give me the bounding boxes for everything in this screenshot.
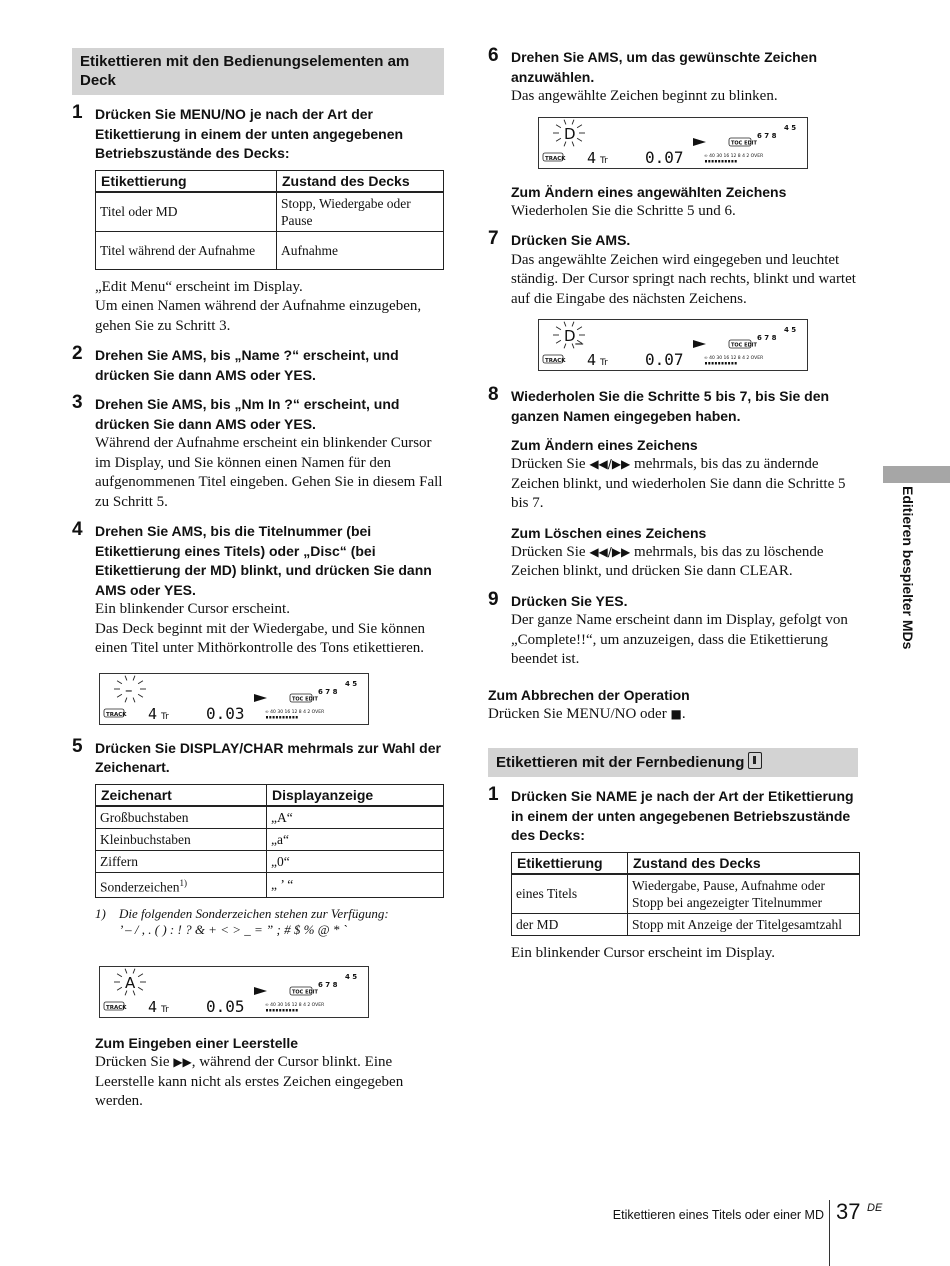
level-meter-segment bbox=[728, 160, 730, 163]
table-row bbox=[96, 806, 444, 829]
blink-ray bbox=[117, 680, 122, 683]
table-cell-text: Sonderzeichen bbox=[100, 879, 180, 894]
step-heading: Drücken Sie YES. bbox=[511, 592, 628, 609]
level-meter-segment bbox=[712, 362, 714, 365]
body-text bbox=[511, 455, 860, 514]
level-meter-segment bbox=[705, 160, 707, 163]
level-meter-scale: ∞ 40 30 16 12 8 4 2 OVER bbox=[704, 153, 764, 159]
labeling-state-table bbox=[95, 170, 444, 270]
lcd-graphic bbox=[539, 118, 807, 168]
level-meter-segment bbox=[296, 716, 298, 719]
blink-ray bbox=[564, 322, 566, 327]
level-meter-segment bbox=[276, 1009, 278, 1012]
step-number: 2 bbox=[72, 343, 83, 364]
side-tab-text: Editieren bespielter MDs bbox=[900, 486, 916, 650]
level-meter-scale: ∞ 40 30 16 12 8 4 2 OVER bbox=[265, 709, 325, 715]
step-body: Ein blinkender Cursor erscheint. bbox=[95, 601, 290, 617]
rewind-forward-icon: ◀◀/▶▶ bbox=[589, 457, 631, 471]
step-number: 8 bbox=[488, 384, 499, 405]
play-icon bbox=[254, 987, 267, 995]
blink-ray bbox=[117, 987, 122, 990]
digits-label: 6 7 8 bbox=[757, 131, 777, 140]
lcd-display bbox=[538, 319, 808, 371]
level-meter-segment bbox=[266, 1009, 268, 1012]
step-heading: Drücken Sie AMS. bbox=[511, 232, 631, 248]
level-meter-segment bbox=[292, 1009, 294, 1012]
step-7 bbox=[488, 228, 860, 309]
body-text bbox=[95, 1053, 444, 1112]
level-meter-segment bbox=[269, 716, 271, 719]
step-body: Um einen Namen während der Aufnahme einzugeben, gehen Sie zu Schritt 3. bbox=[95, 298, 422, 334]
body-text bbox=[488, 705, 860, 725]
step-5 bbox=[72, 735, 444, 939]
table-header-row bbox=[96, 784, 444, 806]
table-cell: „A“ bbox=[267, 806, 444, 829]
subheading: Zum Eingeben einer Leerstelle bbox=[95, 1035, 299, 1051]
toc-edit-label: TOC EDIT bbox=[292, 696, 318, 702]
step-8 bbox=[488, 384, 860, 582]
level-meter-segment bbox=[718, 160, 720, 163]
lcd-char: A bbox=[125, 974, 136, 992]
step-heading: Drücken Sie MENU/NO je nach der Art der Etikettierung in einem der unten angegebenen Betriebszustände des Decks: bbox=[95, 106, 404, 161]
blink-ray bbox=[133, 697, 135, 702]
forward-icon: ▶▶ bbox=[173, 1055, 192, 1069]
step-6 bbox=[488, 45, 860, 107]
blink-ray bbox=[556, 138, 561, 141]
footnote bbox=[95, 906, 444, 938]
level-meter-segment bbox=[735, 160, 737, 163]
track-number: 4 bbox=[148, 998, 158, 1016]
table-header: Zustand des Decks bbox=[628, 852, 860, 874]
table-cell: Kleinbuchstaben bbox=[96, 828, 267, 850]
digits-label: 6 7 8 bbox=[318, 687, 338, 696]
step-body: Das Deck beginnt mit der Wiedergabe, und Sie können einen Titel unter Mithörkontrolle des Tons etikettieren. bbox=[95, 620, 426, 656]
blink-ray bbox=[577, 124, 582, 127]
step-number: 3 bbox=[72, 392, 83, 413]
side-tab-marker bbox=[883, 466, 950, 483]
blink-ray bbox=[138, 680, 143, 683]
track-number: 4 bbox=[587, 148, 597, 167]
body-text-part: . bbox=[681, 705, 686, 722]
table-header: Etikettierung bbox=[96, 170, 277, 192]
blink-ray bbox=[133, 675, 135, 680]
section-title-text: Etikettieren mit der Fernbedienung bbox=[496, 754, 745, 771]
lcd-graphic bbox=[539, 320, 807, 370]
table-cell: Titel oder MD bbox=[96, 192, 277, 232]
footnote-special-chars: ’ – / , . ( ) : ! ? & + < > _ = ” ; # $ % @ * ` bbox=[119, 922, 347, 937]
level-meter-scale: ∞ 40 30 16 12 8 4 2 OVER bbox=[265, 1003, 325, 1008]
step-number: 6 bbox=[488, 45, 499, 66]
lcd-char: – bbox=[125, 680, 133, 699]
level-meter-segment bbox=[708, 160, 710, 163]
level-meter-segment bbox=[269, 1009, 271, 1012]
blink-ray bbox=[133, 969, 135, 974]
step-number: 5 bbox=[72, 735, 83, 757]
track-label: TRACK bbox=[545, 155, 566, 162]
level-meter-segment bbox=[722, 362, 724, 365]
step-number: 1 bbox=[72, 102, 83, 123]
section-title-remote bbox=[488, 748, 858, 777]
toc-edit-label: TOC EDIT bbox=[731, 342, 757, 349]
blink-ray bbox=[117, 974, 122, 977]
cancel-block bbox=[488, 686, 860, 725]
table-header: Zustand des Decks bbox=[277, 170, 444, 192]
tr-label: Tr bbox=[161, 711, 169, 722]
body-text-part: Drücken Sie bbox=[511, 456, 586, 472]
body-text-part: Drücken Sie bbox=[511, 543, 586, 560]
footnote-mark: 1) bbox=[179, 877, 187, 888]
table-cell: „0“ bbox=[267, 850, 444, 872]
level-meter-segment bbox=[722, 160, 724, 163]
level-meter-segment bbox=[292, 716, 294, 719]
play-icon bbox=[693, 138, 706, 146]
level-meter-segment bbox=[273, 1009, 275, 1012]
step-3 bbox=[72, 392, 444, 512]
level-meter-segment bbox=[283, 1009, 285, 1012]
remote-control-icon bbox=[748, 752, 762, 769]
digits-label: 6 7 8 bbox=[757, 334, 777, 342]
level-meter-segment bbox=[725, 160, 727, 163]
step-body: Ein blinkender Cursor erscheint im Display. bbox=[511, 944, 775, 961]
lcd-graphic bbox=[100, 674, 368, 724]
digits-label: 4 5 bbox=[784, 326, 797, 334]
tr-label: Tr bbox=[600, 155, 608, 166]
table-row bbox=[96, 850, 444, 872]
table-row bbox=[96, 828, 444, 850]
table-header-row bbox=[96, 170, 444, 192]
toc-edit-label: TOC EDIT bbox=[292, 989, 318, 996]
digits-label: 4 5 bbox=[345, 679, 358, 688]
level-meter-segment bbox=[725, 362, 727, 365]
step-body: Während der Aufnahme erscheint ein blinkender Cursor im Display, und Sie können einen Namen für den aufgenommenen Titel eingeben. Gehen Sie in diesem Fall zu Schritt 5. bbox=[95, 435, 443, 510]
table-cell: „ ’ “ bbox=[267, 872, 444, 898]
level-meter-segment bbox=[705, 362, 707, 365]
step-body: Das angewählte Zeichen beginnt zu blinken. bbox=[511, 88, 778, 104]
body-text: Wiederholen Sie die Schritte 5 und 6. bbox=[511, 202, 736, 219]
step-heading: Drücken Sie DISPLAY/CHAR mehrmals zur Wahl der Zeichenart. bbox=[95, 739, 441, 775]
level-meter-segment bbox=[712, 160, 714, 163]
section-title-deck: Etikettieren mit den Bedienungselementen am Deck bbox=[72, 48, 444, 95]
body-text-part: , während der Cursor blinkt. Eine Leerstelle kann nicht als erstes Zeichen eingegeben werden. bbox=[95, 1054, 404, 1109]
table-header-row bbox=[512, 852, 860, 874]
table-row bbox=[96, 192, 444, 232]
level-meter-segment bbox=[715, 362, 717, 365]
level-meter-segment bbox=[286, 716, 288, 719]
step-heading: Drehen Sie AMS, bis „Nm In ?“ erscheint, und drücken Sie dann AMS oder YES. bbox=[95, 396, 400, 432]
subheading: Zum Abbrechen der Operation bbox=[488, 686, 690, 703]
table-cell: Ziffern bbox=[96, 850, 267, 872]
body-text-part: Drücken Sie bbox=[95, 1054, 170, 1070]
rewind-forward-icon: ◀◀/▶▶ bbox=[589, 544, 631, 559]
right-column bbox=[488, 45, 860, 973]
char-type-table bbox=[95, 784, 444, 899]
track-label: TRACK bbox=[106, 711, 127, 718]
step-heading: Wiederholen Sie die Schritte 5 bis 7, bis Sie den ganzen Namen eingegeben haben. bbox=[511, 388, 830, 424]
blink-ray bbox=[138, 974, 143, 977]
lcd-char: D bbox=[564, 124, 576, 143]
subheading: Zum Löschen eines Zeichens bbox=[511, 524, 707, 541]
blink-ray bbox=[564, 119, 566, 124]
footer-title: Etikettieren eines Titels oder einer MD bbox=[612, 1208, 824, 1222]
step-heading: Drehen Sie AMS, um das gewünschte Zeichen anzuwählen. bbox=[511, 49, 817, 85]
table-cell: Titel während der Aufnahme bbox=[96, 231, 277, 269]
table-cell: Aufnahme bbox=[277, 231, 444, 269]
level-meter-scale: ∞ 40 30 16 12 8 4 2 OVER bbox=[704, 356, 764, 361]
time-display: 0.05 bbox=[206, 997, 245, 1016]
level-meter-segment bbox=[715, 160, 717, 163]
level-meter-segment bbox=[289, 716, 291, 719]
blink-ray bbox=[138, 694, 143, 697]
track-number: 4 bbox=[587, 351, 597, 369]
blink-ray bbox=[577, 138, 582, 141]
table-header: Etikettierung bbox=[512, 852, 628, 874]
remote-labeling-table bbox=[511, 852, 860, 936]
blink-ray bbox=[125, 675, 127, 680]
table-header: Displayanzeige bbox=[267, 784, 444, 806]
footnote-number: 1) bbox=[95, 906, 106, 921]
table-row bbox=[512, 874, 860, 914]
digits-label: 4 5 bbox=[345, 973, 358, 981]
lcd-display bbox=[99, 673, 369, 725]
level-meter-segment bbox=[276, 716, 278, 719]
lcd-display bbox=[99, 966, 369, 1018]
step-body: Der ganze Name erscheint dann im Display, gefolgt von „Complete!!“, um anzuzeigen, dass die Etikettierung beendet ist. bbox=[511, 612, 848, 667]
step-number: 4 bbox=[72, 519, 83, 540]
level-meter-segment bbox=[289, 1009, 291, 1012]
time-display: 0.07 bbox=[645, 147, 684, 167]
level-meter-segment bbox=[731, 362, 733, 365]
step-4 bbox=[72, 519, 444, 659]
blink-ray bbox=[138, 987, 143, 990]
level-meter-segment bbox=[728, 362, 730, 365]
body-text-part: mehrmals, bis das zu löschende Zeichen blinkt, und drücken Sie dann CLEAR. bbox=[511, 543, 824, 579]
side-tab-label bbox=[900, 486, 917, 650]
step-heading: Drücken Sie NAME je nach der Art der Etikettierung in einem der unten angegebenen Betriebszustände des Decks: bbox=[511, 788, 854, 843]
footnote-line: Die folgenden Sonderzeichen stehen zur Verfügung: bbox=[119, 906, 389, 921]
table-cell: eines Titels bbox=[512, 874, 628, 914]
body-text-part: Drücken Sie MENU/NO oder bbox=[488, 705, 667, 722]
blink-ray bbox=[556, 340, 561, 343]
level-meter-segment bbox=[718, 362, 720, 365]
table-cell: „a“ bbox=[267, 828, 444, 850]
footer-divider bbox=[829, 1200, 830, 1266]
track-label: TRACK bbox=[106, 1005, 127, 1011]
table-row bbox=[96, 872, 444, 898]
subheading: Zum Ändern eines angewählten Zeichens bbox=[511, 183, 787, 200]
track-number: 4 bbox=[148, 704, 158, 723]
table-cell: Stopp mit Anzeige der Titelgesamtzahl bbox=[628, 913, 860, 935]
table-cell: Stopp, Wiedergabe oder Pause bbox=[277, 192, 444, 232]
level-meter-segment bbox=[273, 716, 275, 719]
remote-step-1 bbox=[488, 784, 860, 963]
time-display: 0.07 bbox=[645, 350, 684, 369]
toc-edit-label: TOC EDIT bbox=[731, 140, 757, 146]
play-icon bbox=[254, 694, 267, 702]
lcd-display bbox=[538, 117, 808, 169]
tr-label: Tr bbox=[600, 358, 608, 368]
level-meter-segment bbox=[279, 1009, 281, 1012]
step-body: Das angewählte Zeichen wird eingegeben und leuchtet ständig. Der Cursor springt nach rechts, blinkt und wartet auf die Eingabe des nächsten Zeichens. bbox=[511, 251, 856, 307]
left-column bbox=[72, 48, 444, 1112]
digits-label: 4 5 bbox=[784, 123, 797, 132]
table-header: Zeichenart bbox=[96, 784, 267, 806]
table-cell: Wiedergabe, Pause, Aufnahme oder Stopp bei angezeigter Titelnummer bbox=[628, 874, 860, 914]
level-meter-segment bbox=[266, 716, 268, 719]
step-number: 9 bbox=[488, 588, 499, 610]
change-selected-block bbox=[488, 183, 860, 222]
table-cell: Großbuchstaben bbox=[96, 806, 267, 829]
level-meter-segment bbox=[279, 716, 281, 719]
level-meter-segment bbox=[731, 160, 733, 163]
lcd-graphic bbox=[100, 967, 368, 1017]
level-meter-segment bbox=[283, 716, 285, 719]
level-meter-segment bbox=[286, 1009, 288, 1012]
page-number: 37 bbox=[836, 1199, 861, 1224]
step-number: 7 bbox=[488, 228, 499, 249]
body-text-part: mehrmals, bis das zu ändernde Zeichen blinkt, und wiederholen Sie dann die Schritte 5 bis 7. bbox=[511, 456, 846, 511]
track-label: TRACK bbox=[545, 358, 566, 364]
step-heading: Drehen Sie AMS, bis „Name ?“ erscheint, und drücken Sie dann AMS oder YES. bbox=[95, 347, 399, 383]
step-body: „Edit Menu“ erscheint im Display. bbox=[95, 278, 303, 295]
table-cell: der MD bbox=[512, 913, 628, 935]
step-2 bbox=[72, 343, 444, 385]
level-meter-segment bbox=[735, 362, 737, 365]
table-row bbox=[96, 231, 444, 269]
blink-ray bbox=[572, 322, 574, 327]
play-icon bbox=[693, 340, 706, 348]
body-text bbox=[511, 543, 860, 582]
blink-ray bbox=[125, 969, 127, 974]
tr-label: Tr bbox=[161, 1005, 169, 1015]
digits-label: 6 7 8 bbox=[318, 981, 338, 989]
stop-icon: ■ bbox=[670, 706, 682, 721]
blink-ray bbox=[556, 124, 561, 127]
level-meter-segment bbox=[708, 362, 710, 365]
step-9 bbox=[488, 588, 860, 670]
level-meter-segment bbox=[296, 1009, 298, 1012]
table-row bbox=[512, 913, 860, 935]
step-number: 1 bbox=[488, 784, 499, 805]
lcd-char: D_ bbox=[564, 327, 584, 345]
blink-ray bbox=[572, 119, 574, 124]
step-1 bbox=[72, 102, 444, 336]
time-display: 0.03 bbox=[206, 703, 245, 723]
step-heading: Drehen Sie AMS, bis die Titelnummer (bei Etikettierung eines Titels) oder „Disc“ (bei Etikettierung der MD) blinkt, und drücken Sie dann AMS oder YES. bbox=[95, 523, 432, 598]
blink-ray bbox=[117, 694, 122, 697]
blink-ray bbox=[556, 327, 561, 330]
page-language: DE bbox=[867, 1202, 883, 1214]
space-entry-block bbox=[72, 1034, 444, 1112]
table-cell bbox=[96, 872, 267, 898]
subheading: Zum Ändern eines Zeichens bbox=[511, 437, 698, 453]
